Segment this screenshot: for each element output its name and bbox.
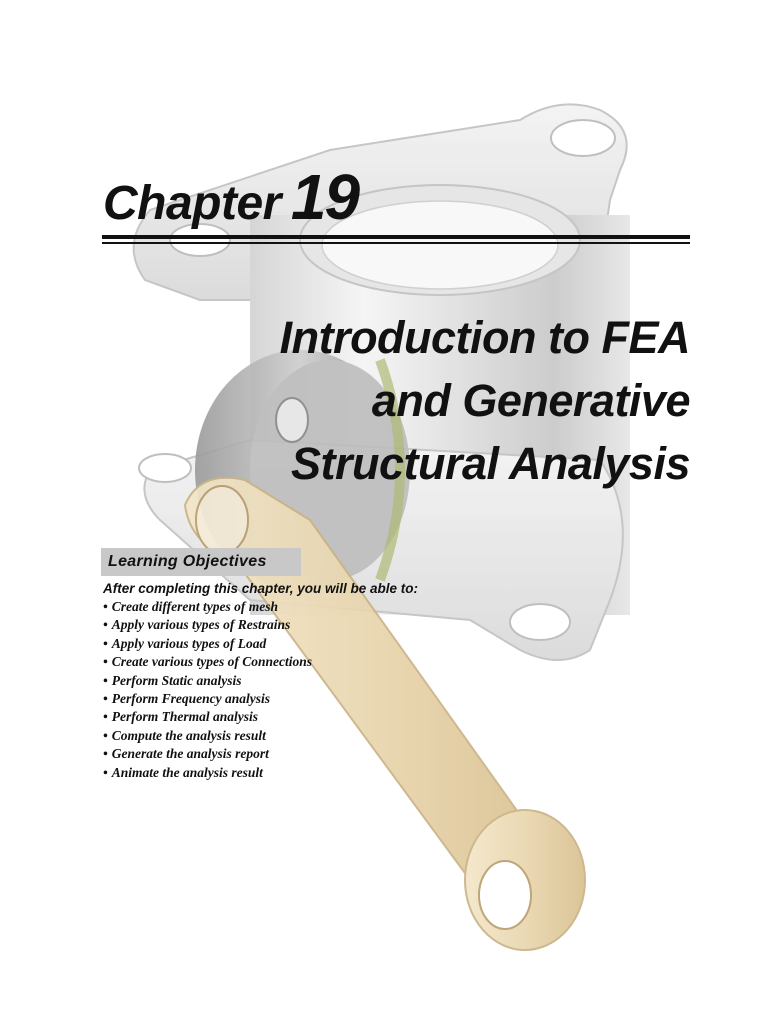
bullet-icon: • (103, 709, 108, 725)
objective-item (103, 690, 312, 708)
chapter-heading (103, 160, 358, 234)
chapter-title-line: Structural Analysis (291, 438, 690, 489)
objective-text: Create various types of Connections (111, 654, 312, 670)
chapter-title (280, 306, 690, 495)
objective-text: Create different types of mesh (111, 599, 278, 614)
objective-item (103, 635, 312, 653)
heading-rule-thick (102, 235, 690, 239)
objective-text: Generate the analysis report (111, 746, 269, 762)
objective-text: Apply various types of Load (111, 635, 267, 651)
chapter-number: 19 (290, 161, 359, 233)
objective-item (103, 598, 312, 616)
bullet-icon: • (103, 635, 108, 651)
objective-item (103, 708, 312, 726)
bullet-icon: • (103, 746, 108, 762)
objective-item (103, 616, 312, 634)
objective-text: Perform Frequency analysis (111, 691, 270, 707)
bullet-icon: • (103, 727, 108, 743)
heading-rule-thin (102, 242, 690, 244)
objective-item (103, 745, 312, 763)
bullet-icon: • (103, 672, 108, 688)
objective-item (103, 727, 312, 745)
objective-item (103, 653, 312, 671)
objective-text: Animate the analysis result (111, 764, 263, 780)
bullet-icon: • (103, 599, 108, 614)
bullet-icon: • (103, 764, 108, 780)
learning-objectives-heading: Learning Objectives (101, 548, 301, 576)
chapter-title-line: Introduction to FEA (279, 312, 690, 363)
chapter-title-line: and Generative (371, 375, 690, 426)
bullet-icon: • (103, 691, 108, 707)
objective-item (103, 764, 312, 782)
objective-text: Perform Thermal analysis (111, 709, 258, 725)
objective-text: Apply various types of Restrains (111, 617, 291, 633)
learning-objectives-list (103, 598, 312, 782)
objective-item (103, 672, 312, 690)
chapter-label: Chapter (103, 177, 281, 230)
bullet-icon: • (103, 617, 108, 633)
objective-text: Compute the analysis result (111, 727, 266, 743)
objective-text: Perform Static analysis (111, 672, 242, 688)
learning-objectives-intro: After completing this chapter, you will be able to: (103, 581, 419, 596)
bullet-icon: • (103, 654, 108, 670)
